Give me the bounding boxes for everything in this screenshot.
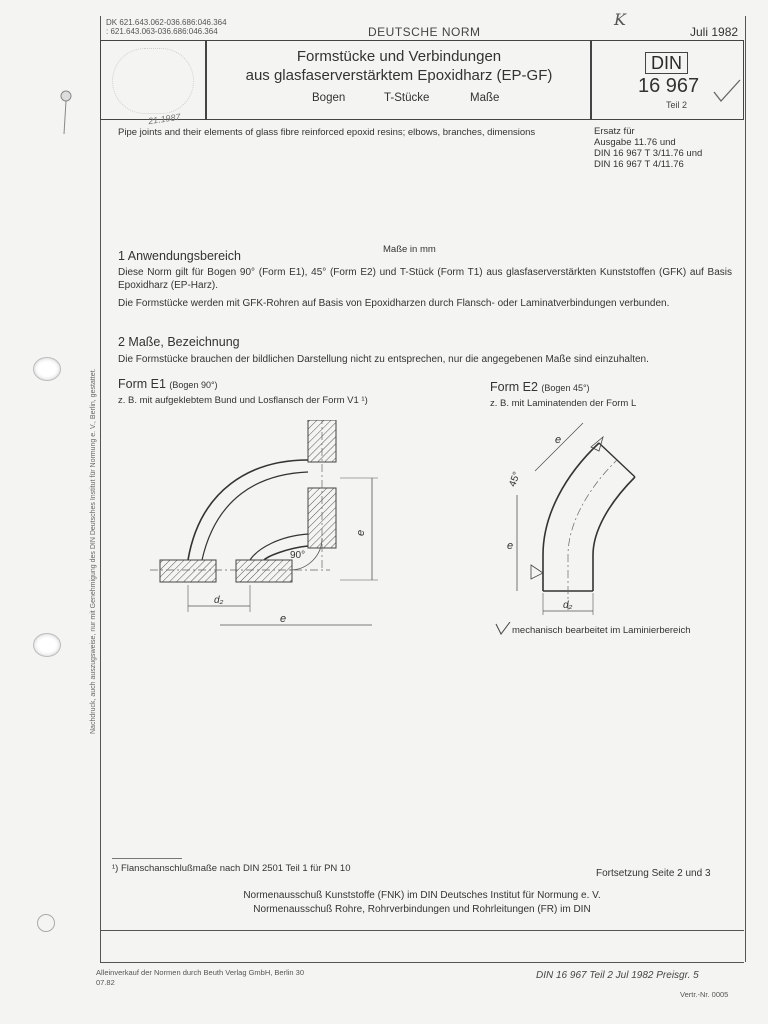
- print-code: 07.82: [96, 978, 115, 987]
- e1-lower-flange-left: [160, 560, 216, 582]
- e2-dim-e-vertical-label: e: [507, 540, 514, 552]
- section-2-para: Die Formstücke brauchen der bildlichen Darstellung nicht zu entsprechen, nur die angegebenen Maße sind einzuhalten.: [118, 354, 649, 365]
- e1-outer-wall-inner: [202, 472, 308, 560]
- punch-hole-small: [37, 914, 55, 932]
- e1-dim-e-horizontal-label: e: [280, 613, 287, 625]
- replaces-line: Ersatz für: [594, 126, 635, 137]
- replaces-line: Ausgabe 11.76 und: [594, 137, 676, 148]
- section-2-heading: 2 Maße, Bezeichnung: [118, 335, 240, 349]
- e2-dim-e-diagonal: [535, 423, 583, 471]
- machined-symbol-icon: [495, 622, 511, 636]
- dk-number-2: : 621.643.063-036.686:046.364: [106, 27, 218, 36]
- vertr-nr: Vertr.-Nr. 0005: [680, 990, 729, 999]
- form-e2-title: [490, 380, 590, 394]
- form-e2-desc: z. B. mit Laminatenden der Form L: [490, 398, 637, 409]
- header-divider-right: [590, 40, 592, 120]
- units-note: Maße in mm: [383, 244, 436, 255]
- form-e1-title: [118, 377, 218, 391]
- subtitle-bogen: Bogen: [312, 92, 346, 104]
- subtitle-tstuecke: T-Stücke: [384, 92, 430, 104]
- subtitle-masse: Maße: [470, 92, 500, 104]
- form-e2-drawing: [495, 415, 675, 625]
- sales-note: Alleinverkauf der Normen durch Beuth Verlag GmbH, Berlin 30: [96, 968, 305, 977]
- stamp-date: 21.1987: [147, 111, 182, 127]
- e1-lower-flange-right: [236, 560, 292, 582]
- form-e2-label: Form E2: [490, 380, 538, 394]
- section-1-para-1: Diese Norm gilt für Bogen 90° (Form E1), 45° (Form E2) und T-Stück (Form T1) aus glasfaserverstärkten Kunststoffen (GFK) auf Basis Epoxidharz (EP-Harz).: [118, 267, 732, 291]
- replaces-block: [594, 126, 702, 170]
- handwritten-k: K: [614, 10, 626, 29]
- form-e1-note: (Bogen 90°): [169, 380, 218, 390]
- check-mark-icon: [712, 78, 742, 104]
- continuation-note: Fortsetzung Seite 2 und 3: [596, 868, 711, 879]
- replaces-line: DIN 16 967 T 3/11.76 und: [594, 148, 703, 159]
- copyright-side-note: Nachdruck, auch auszugsweise, nur mit Genehmigung des DIN Deutsches Institut für Normung e. V., Berlin, gestattet.: [90, 368, 97, 734]
- e2-machined-mark-bottom: [531, 565, 543, 579]
- footnote: ¹) Flanschanschlußmaße nach DIN 2501 Teil 1 für PN 10: [112, 863, 351, 874]
- header-divider-left: [205, 40, 207, 120]
- e2-outer-wall: [543, 443, 599, 591]
- e2-dim-d2-label: d₂: [563, 600, 573, 611]
- section-1-para-2: Die Formstücke werden mit GFK-Rohren auf Basis von Epoxidharzen durch Flansch- oder Laminatverbindungen verbunden.: [118, 298, 670, 309]
- title-line-2: aus glasfaserverstärktem Epoxidharz (EP-GF): [245, 67, 553, 84]
- e1-angle-label: 90°: [290, 550, 306, 561]
- e2-inner-wall: [593, 477, 635, 591]
- form-e2-note: (Bogen 45°): [541, 383, 590, 393]
- punch-hole: [33, 357, 61, 381]
- dk-number-1: DK 621.643.062-036.686:046.364: [106, 18, 227, 27]
- e1-dim-d2-label: d₂: [214, 595, 224, 606]
- form-e1-desc: z. B. mit aufgeklebtem Bund und Losflansch der Form V1 ¹): [118, 395, 368, 406]
- form-e1-label: Form E1: [118, 377, 166, 391]
- e1-dim-e-vertical-label: e: [355, 529, 367, 536]
- pin-icon: [58, 88, 74, 138]
- committee-line-2: Normenausschuß Rohre, Rohrverbindungen und Rohrleitungen (FR) im DIN: [253, 904, 591, 915]
- doc-id-footer: DIN 16 967 Teil 2 Jul 1982 Preisgr. 5: [536, 970, 699, 981]
- punch-hole: [33, 633, 61, 657]
- section-1-heading: 1 Anwendungsbereich: [118, 249, 242, 263]
- form-e1-drawing: [140, 420, 400, 635]
- issue-date: Juli 1982: [690, 25, 739, 39]
- bottom-rule: [100, 930, 744, 931]
- replaces-line: DIN 16 967 T 4/11.76: [594, 159, 684, 170]
- stamp-seal: [112, 48, 194, 114]
- english-title: Pipe joints and their elements of glass fibre reinforced epoxid resins; elbows, branches, dimensions: [118, 127, 536, 138]
- din-label: DIN: [645, 52, 688, 74]
- committee-line-1: Normenausschuß Kunststoffe (FNK) im DIN Deutsches Institut für Normung e. V.: [243, 890, 601, 901]
- e2-angle-label: 45°: [507, 470, 523, 489]
- committee-block: [100, 889, 744, 917]
- bottom-rule-2: [100, 962, 744, 963]
- din-part: Teil 2: [666, 100, 688, 110]
- e2-machined-note: mechanisch bearbeitet im Laminierbereich: [512, 625, 691, 636]
- e2-dim-e-diagonal-label: e: [555, 434, 562, 446]
- title-line-1: Formstücke und Verbindungen: [296, 48, 502, 65]
- din-number: 16 967: [638, 75, 700, 97]
- footnote-rule: [112, 858, 182, 859]
- norm-label: DEUTSCHE NORM: [368, 25, 481, 39]
